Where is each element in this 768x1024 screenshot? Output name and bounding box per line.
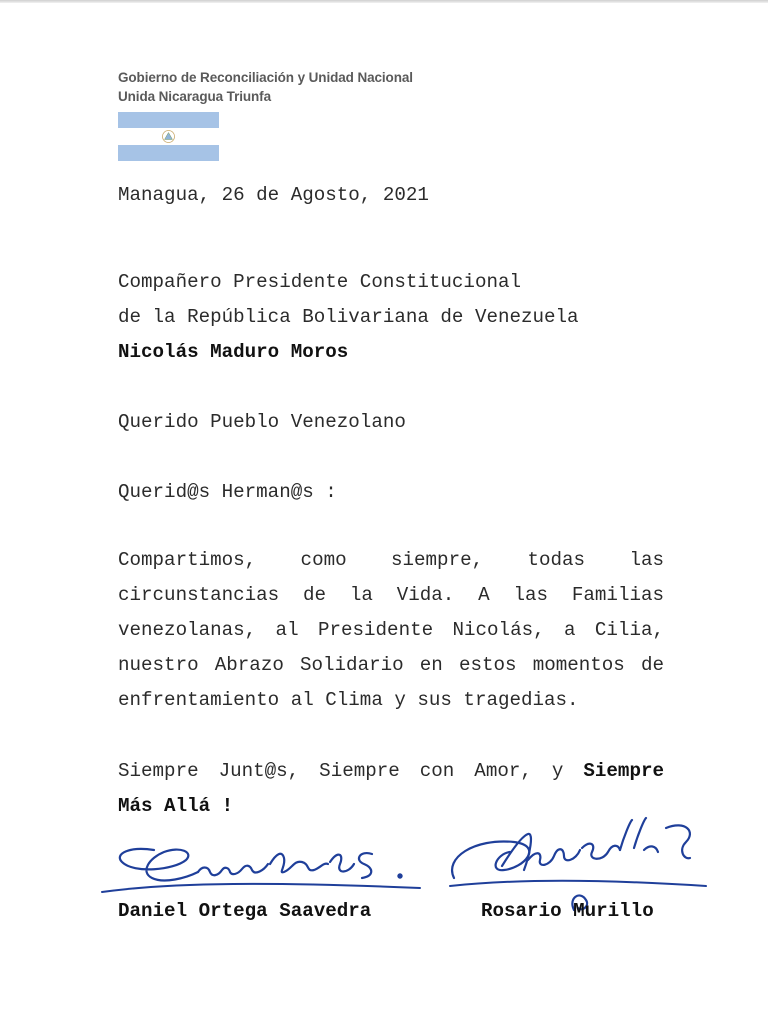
closing-emphasis: Siempre: [583, 760, 664, 782]
nicaragua-flag: [118, 112, 219, 161]
letterhead-line-1: Gobierno de Reconciliación y Unidad Nacional: [118, 70, 413, 85]
letter-body: [118, 543, 664, 718]
letterhead-line-2: Unida Nicaragua Triunfa: [118, 89, 271, 104]
place-and-date: Managua, 26 de Agosto, 2021: [118, 184, 429, 206]
body-line: venezolanas, al Presidente Nicolás, a Cilia,: [118, 619, 664, 641]
closing-text: Siempre Junt@s, Siempre con Amor, y: [118, 760, 564, 782]
signatory-name-daniel: Daniel Ortega Saavedra: [118, 900, 372, 922]
body-line: Compartimos, como siempre, todas las: [118, 549, 664, 571]
recipient-title-line-2: de la República Bolivariana de Venezuela: [118, 306, 579, 328]
flag-bottom-band: [118, 145, 219, 161]
body-line: nuestro Abrazo Solidario en estos momentos de: [118, 654, 664, 676]
body-line: enfrentamiento al Clima y sus tragedias.: [118, 689, 579, 711]
greeting-siblings: Querid@s Herman@s :: [118, 481, 337, 503]
letterhead: [118, 68, 413, 106]
signatory-name-rosario: Rosario Murillo: [481, 900, 654, 922]
greeting-people: Querido Pueblo Venezolano: [118, 411, 406, 433]
recipient-title-line-1: Compañero Presidente Constitucional: [118, 271, 522, 293]
recipient-name: Nicolás Maduro Moros: [118, 341, 349, 363]
flag-emblem-icon: [162, 130, 175, 143]
body-line: circunstancias de la Vida. A las Familias: [118, 584, 664, 606]
closing-line-1: [118, 754, 664, 789]
flag-top-band: [118, 112, 219, 128]
closing-line-2: Más Allá !: [118, 795, 234, 817]
page-top-edge: [0, 0, 768, 3]
